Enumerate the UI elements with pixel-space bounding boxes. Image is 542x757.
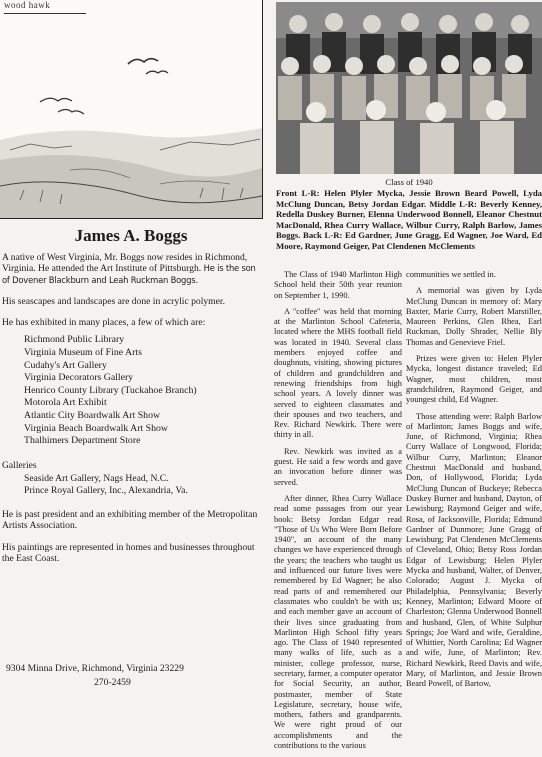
exhibit-item: Richmond Public Library (24, 334, 125, 346)
article-paragraph: Prizes were given to: Helen Plyler Mycka, longest distance traveled; Ed Wagner, most children, most grandchildren, Raymond Geiger, and youngest child, Ed Wagner. (406, 354, 542, 405)
artwork-caption: wood hawk (4, 0, 86, 14)
bio-paragraph: He is past president and an exhibiting member of the Metropolitan Artists Association. (2, 509, 258, 532)
article-paragraph: communities we settled in. (406, 270, 496, 279)
article-column-1 (274, 270, 402, 757)
bio-paragraph (2, 252, 264, 286)
exhibit-item: Cudahy's Art Gallery (24, 359, 107, 371)
gallery-item: Seaside Art Gallery, Nags Head, N.C. (24, 473, 169, 485)
address-line: 9304 Minna Drive, Richmond, Virginia 23229 (6, 663, 184, 674)
artist-bio (2, 252, 264, 574)
phone-number: 270-2459 (94, 677, 131, 688)
class-photo-image (276, 2, 542, 174)
exhibit-item: Atlantic City Boardwalk Art Show (24, 410, 161, 422)
exhibit-item: Thalhimers Department Store (24, 435, 141, 447)
exhibit-item: Virginia Museum of Fine Arts (24, 347, 142, 359)
article-paragraph: Rev. Newkirk was invited as a guest. He said a few words and gave an invocation before dinner was served. (274, 446, 402, 487)
photo-heading: Class of 1940 (385, 177, 433, 187)
galleries-heading: Galleries (2, 459, 37, 471)
gallery-list (24, 473, 264, 497)
exhibit-item: Virginia Decorators Gallery (24, 372, 134, 384)
article-paragraph: After dinner, Rhea Curry Wallace read some passages from our year book: Betsy Jordan Edgar read "Those of Us Who Were Born Before 1940", an account of the many changes we have experienced through the years; the teachers who taught us and influenced our future lives were remembered by Ed Wagner; he also read parts of and remembered our classmates who couldn't be with us; and each member gave an account of their lives since graduating from Marlinton High School fifty years ago. The Class of 1940 represented many walks of life, such as a minister, college professor, nurse, secretary, farmer, a computer operator for Social Security, an author, postmaster, member of State Legislature, secretary, house wife, mothers, fathers and grandparents. We were right proud of our accomplishments and the contributions to the various (274, 493, 402, 751)
gallery-item: Prince Royal Gallery, Inc., Alexandria, Va. (24, 485, 188, 497)
exhibit-item: Motorola Art Exhibit (24, 397, 107, 409)
article-column-2 (406, 270, 542, 696)
exhibit-item: Virginia Beach Boardwalk Art Show (24, 422, 168, 434)
article-paragraph: Those attending were: Ralph Barlow of Marlinton; James Boggs and wife, June, of Richmond, Virginia; Rhea Curry Wallace of Longwood, Florida; Wilbur Curry, Marlinton; Eleanor Chestnut MacDonald and husband, Don, of Hollywood, Florida; Lyda McClung Duncan of Buckeye; Rebecca Duskey Burner and husband, Dayton, of Lewisburg; Raymond Geiger and wife, Rosa, of Jacksonville, Florida; Edmund Gardner of Dunmore; June Gragg of Lewisburg; Pat Clendenen McClements of Cleveland, Ohio; Betsy Ross Jordan Edgar of Lewisburg; Helen Plyler Mycka and husband, Walter, of Denver, Colorado; August J. Mycka of Philadelphia, Pennsylvania; Beverly Kenney, Marlinton; Edward Moore of Charleston; Glenna Underwood Bonnell and husband, Glen, of White Sulphur Springs; Joe Ward and wife, Geraldine, of Whittier, North Carolina; Ed Wagner and wife, June, of Marlinton; Rev. Richard Newkirk, Reed Davis and wife, Mary, of Marlinton, and Jessie Brown Beard Powell, of Bartow, (406, 411, 542, 689)
article-paragraph: A memorial was given by Lyda McClung Duncan in memory of: Mary Baxter, Marie Curry, Robert Marstiller, Maureen Perkins, Glen Rhea, Earl Ruckman, Dolly Shrader, Nellie Bly Thomas and Genevieve Friel. (406, 286, 542, 347)
photo-caption: Front L-R: Helen Plyler Mycka, Jessie Brown Beard Powell, Lyda McClung Duncan, Betsy Jordan Edgar. Middle L-R: Beverly Kenney, Redella Duskey Burner, Elenna Underwood Bonnell, Eleanor Chestnut MacDonald, Rhea Curry Wallace, Wilbur Curry, Ralph Barlow, James Boggs. Back L-R: Ed Gardner, June Gragg, Ed Wagner, Joe Ward, Ed Moore, Raymond Geiger, Pat Clendenen McClements (276, 188, 542, 251)
bio-text: A native of West Virginia, Mr. Boggs now resides in Richmond, Virginia. He attended the Art Institute of Pittsburgh. (2, 252, 248, 275)
exhibit-item: Henrico County Library (Tuckahoe Branch) (24, 384, 197, 396)
bio-paragraph: His paintings are represented in homes and businesses throughout the East Coast. (2, 541, 255, 565)
seascape-drawing (0, 0, 262, 218)
contact-address (6, 662, 262, 690)
bio-paragraph: His seascapes and landscapes are done in acrylic polymer. (2, 295, 225, 307)
handwritten-note: He is the son of Dovener Blackburn and Leah Ruckman Boggs. (2, 263, 256, 285)
artist-name-heading: James A. Boggs (74, 226, 188, 245)
article-paragraph: The Class of 1940 Marlinton High School held their 50th year reunion on September 1, 1990. (274, 270, 402, 300)
seascape-artwork (0, 0, 263, 219)
bio-paragraph: He has exhibited in many places, a few of which are: (2, 317, 206, 329)
class-photo (276, 2, 542, 174)
exhibit-list (24, 334, 264, 447)
article-paragraph: A "coffee" was held that morning at the Marlinton School Cafeteria, located where the MHS football field was located in 1940. Several class members enjoyed coffee and doughnuts, visiting, showing pictures of children and grandchildren and renewing friendships from high school years. A lovely dinner was served to eighteen classmates and their spouses and two teachers, and Rev. Richard Newkirk. There were thirty in all. (274, 306, 402, 440)
